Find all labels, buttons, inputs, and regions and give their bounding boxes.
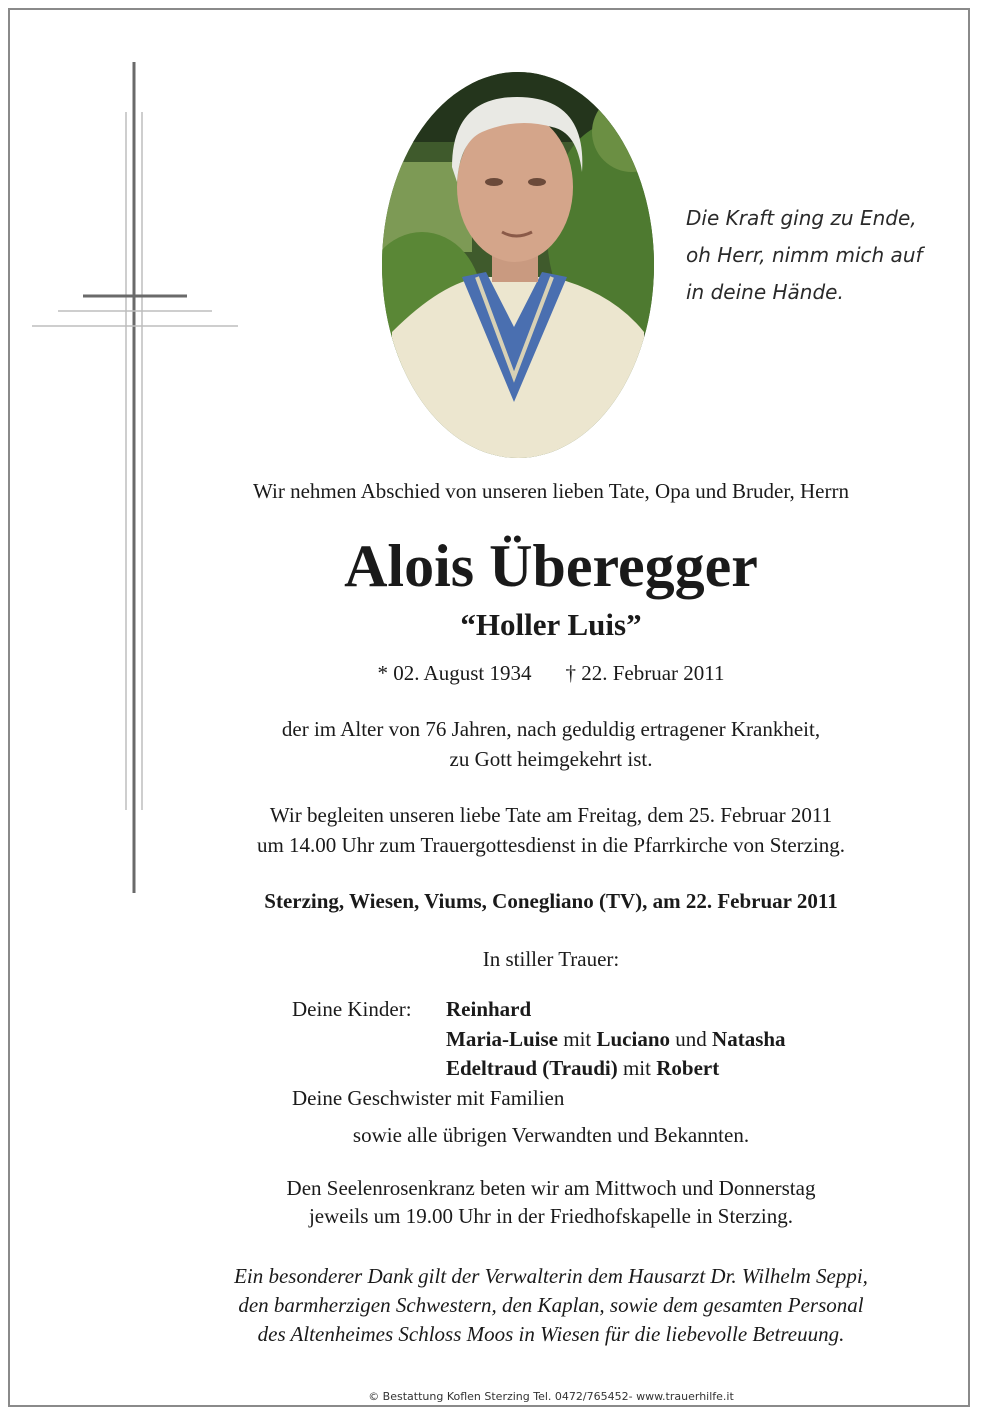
age-paragraph <box>60 714 982 774</box>
kids-label: Deine Kinder: <box>292 997 412 1021</box>
deceased-name: Alois Überegger <box>344 533 758 599</box>
mourner-name: Natasha <box>712 1026 786 1051</box>
mourner-row <box>292 1054 786 1084</box>
quote-block <box>686 200 966 311</box>
mourner-name: Edeltraud (Traudi) <box>446 1056 618 1080</box>
thanks-paragraph <box>60 1262 982 1349</box>
connector-text: und <box>675 1026 707 1051</box>
quote-line: oh Herr, nimm mich auf <box>686 243 923 267</box>
paragraph-line: der im Alter von 76 Jahren, nach geduldig ertragener Krankheit, <box>281 717 821 741</box>
mourner-name: Reinhard <box>446 997 532 1021</box>
cross-icon <box>0 0 260 920</box>
place-date: Sterzing, Wiesen, Viums, Conegliano (TV), am 22. Februar 2011 <box>264 889 838 913</box>
connector-text: mit <box>622 1056 651 1080</box>
funeral-paragraph <box>60 800 982 860</box>
rosary-paragraph <box>60 1174 982 1230</box>
portrait-photo <box>382 72 654 458</box>
siblings-row: Deine Geschwister mit Familien <box>292 1085 565 1110</box>
paragraph-line: Wir begleiten unseren liebe Tate am Freitag, dem 25. Februar 2011 <box>269 803 833 827</box>
paragraph-line: jeweils um 19.00 Uhr in der Friedhofskapelle in Sterzing. <box>308 1204 794 1228</box>
paragraph-line: des Altenheimes Schloss Moos in Wiesen für die liebevolle Betreuung. <box>257 1322 845 1346</box>
mourners-list <box>292 995 786 1113</box>
paragraph-line: Ein besonderer Dank gilt der Verwalterin dem Hausarzt Dr. Wilhelm Seppi, <box>234 1264 868 1288</box>
connector-text: mit <box>563 1026 592 1051</box>
mourning-heading: In stiller Trauer: <box>482 947 620 971</box>
mourner-row <box>292 1025 786 1055</box>
relatives-text: sowie alle übrigen Verwandten und Bekannten. <box>352 1123 750 1147</box>
life-dates <box>60 661 982 686</box>
birth-date: * 02. August 1934 <box>377 661 532 685</box>
footer-credit: © Bestattung Koflen Sterzing Tel. 0472/765452- www.trauerhilfe.it <box>368 1390 734 1403</box>
paragraph-line: Den Seelenrosenkranz beten wir am Mittwoch und Donnerstag <box>286 1176 816 1200</box>
paragraph-line: zu Gott heimgekehrt ist. <box>449 747 653 771</box>
mourner-row <box>292 995 786 1025</box>
nickname: “Holler Luis” <box>460 607 642 642</box>
intro-text: Wir nehmen Abschied von unseren lieben Tate, Opa und Bruder, Herrn <box>253 479 849 503</box>
mourner-name: Robert <box>656 1056 720 1080</box>
paragraph-line: den barmherzigen Schwestern, den Kaplan, sowie dem gesamten Personal <box>238 1293 864 1317</box>
death-date: † 22. Februar 2011 <box>565 661 725 685</box>
mourner-name: Luciano <box>596 1026 671 1051</box>
quote-line: in deine Hände. <box>686 280 844 304</box>
paragraph-line: um 14.00 Uhr zum Trauergottesdienst in die Pfarrkirche von Sterzing. <box>256 833 846 857</box>
mourner-name: Maria-Luise <box>446 1026 558 1051</box>
quote-line: Die Kraft ging zu Ende, <box>686 206 917 230</box>
